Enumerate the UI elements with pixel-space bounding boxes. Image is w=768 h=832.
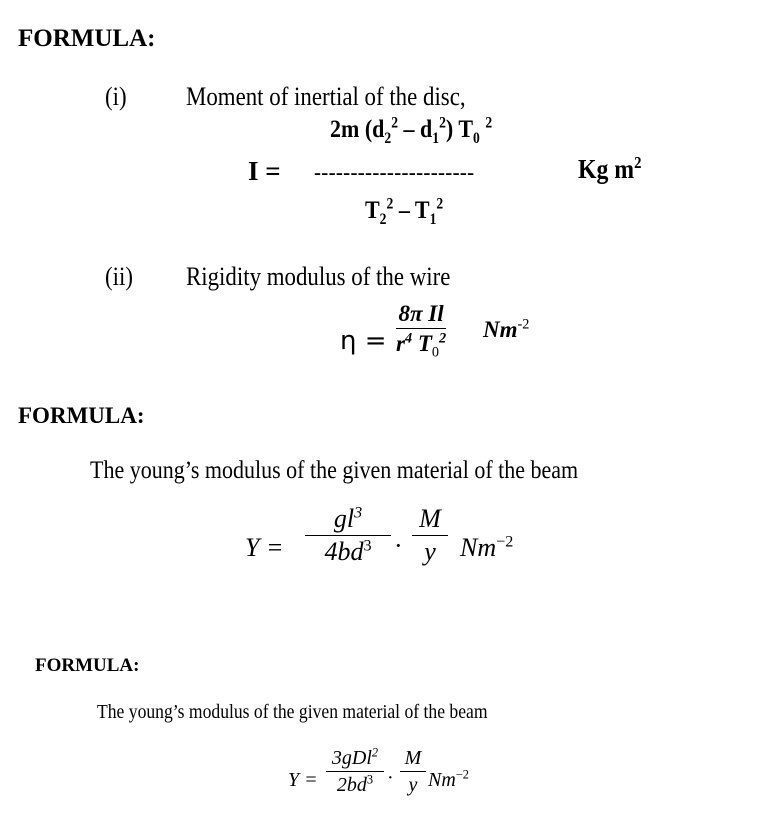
sub: 0: [431, 344, 440, 361]
num-part: 3gDl: [331, 747, 372, 769]
den-part: r: [396, 331, 405, 356]
fraction-bar: [305, 535, 391, 536]
sup: 2: [485, 114, 493, 132]
sup: 3: [354, 504, 363, 522]
numerator: M: [419, 504, 441, 533]
sup: −2: [455, 767, 469, 782]
young2-fraction-2: [400, 748, 426, 795]
item1-number: (i): [105, 82, 127, 111]
num-part: ) T: [445, 116, 474, 143]
section3-text: The young’s modulus of the given material of the beam: [97, 701, 488, 723]
sup: 4: [404, 330, 413, 347]
inertia-numerator: [330, 114, 493, 147]
sub: 1: [429, 211, 437, 228]
sub: 2: [379, 211, 387, 228]
den-part: – T: [393, 197, 430, 224]
sup: 2: [436, 195, 444, 213]
section2-heading: FORMULA:: [18, 403, 145, 428]
sup: 2: [386, 195, 394, 213]
denominator: y: [408, 774, 418, 796]
section1-heading: FORMULA:: [18, 25, 156, 52]
multiply-dot: ·: [387, 767, 394, 789]
denominator: y: [424, 537, 436, 566]
sup: 2: [634, 153, 642, 172]
young2-unit: [428, 767, 469, 791]
young-unit: [460, 535, 513, 561]
sub: 1: [432, 130, 440, 147]
section3-heading: FORMULA:: [35, 655, 140, 676]
sup: 3: [366, 772, 374, 787]
multiply-dot: ·: [394, 531, 403, 560]
inertia-denominator: [365, 195, 444, 228]
sup: 2: [391, 114, 399, 132]
fraction-bar: [396, 328, 446, 329]
rigidity-fraction: [396, 301, 447, 361]
unit: Nm: [483, 317, 518, 342]
sup: 2: [371, 745, 379, 760]
fraction-bar: [412, 535, 448, 536]
denominator: [324, 539, 371, 565]
den-part: T: [365, 197, 380, 224]
fraction-bar: [326, 771, 384, 772]
section2-text: The young’s modulus of the given material of the beam: [90, 457, 579, 484]
young-fraction-2: [412, 506, 448, 565]
rigidity-lhs: η =: [340, 326, 387, 356]
numerator: M: [404, 747, 422, 769]
unit: Nm: [428, 769, 456, 791]
numerator: [331, 745, 379, 769]
young2-fraction-1: [326, 745, 384, 796]
num-part: gl: [333, 504, 355, 533]
unit: Kg m: [578, 154, 635, 184]
inertia-unit: [578, 153, 642, 184]
item1-label: Moment of inertial of the disc,: [186, 82, 466, 111]
item2-label: Rigidity modulus of the wire: [186, 262, 451, 291]
sup: -2: [517, 316, 530, 333]
sup: −2: [496, 533, 514, 551]
inertia-lhs: I =: [248, 156, 281, 186]
rigidity-numerator: 8π Il: [398, 301, 444, 326]
rigidity-unit: [483, 318, 529, 341]
denominator: [336, 772, 374, 796]
item2-number: (ii): [105, 262, 133, 291]
young-lhs: Y =: [245, 533, 284, 562]
rigidity-denominator: [396, 330, 447, 361]
num-part: – d: [398, 116, 433, 143]
young-fraction-1: [305, 506, 391, 565]
fraction-bar: [400, 771, 426, 772]
den-part: T: [412, 331, 432, 356]
sup: 2: [439, 114, 446, 132]
den-part: 4bd: [324, 537, 364, 566]
den-part: 2bd: [336, 774, 367, 796]
sub: 2: [384, 130, 392, 147]
sub: 0: [473, 130, 480, 147]
unit: Nm: [460, 533, 497, 562]
num-part: 2m (d: [330, 116, 385, 143]
young2-lhs: Y =: [288, 769, 318, 791]
inertia-divider: ----------------------: [314, 160, 475, 184]
numerator: [334, 506, 362, 532]
sup: 2: [439, 330, 447, 347]
sup: 3: [363, 537, 372, 555]
